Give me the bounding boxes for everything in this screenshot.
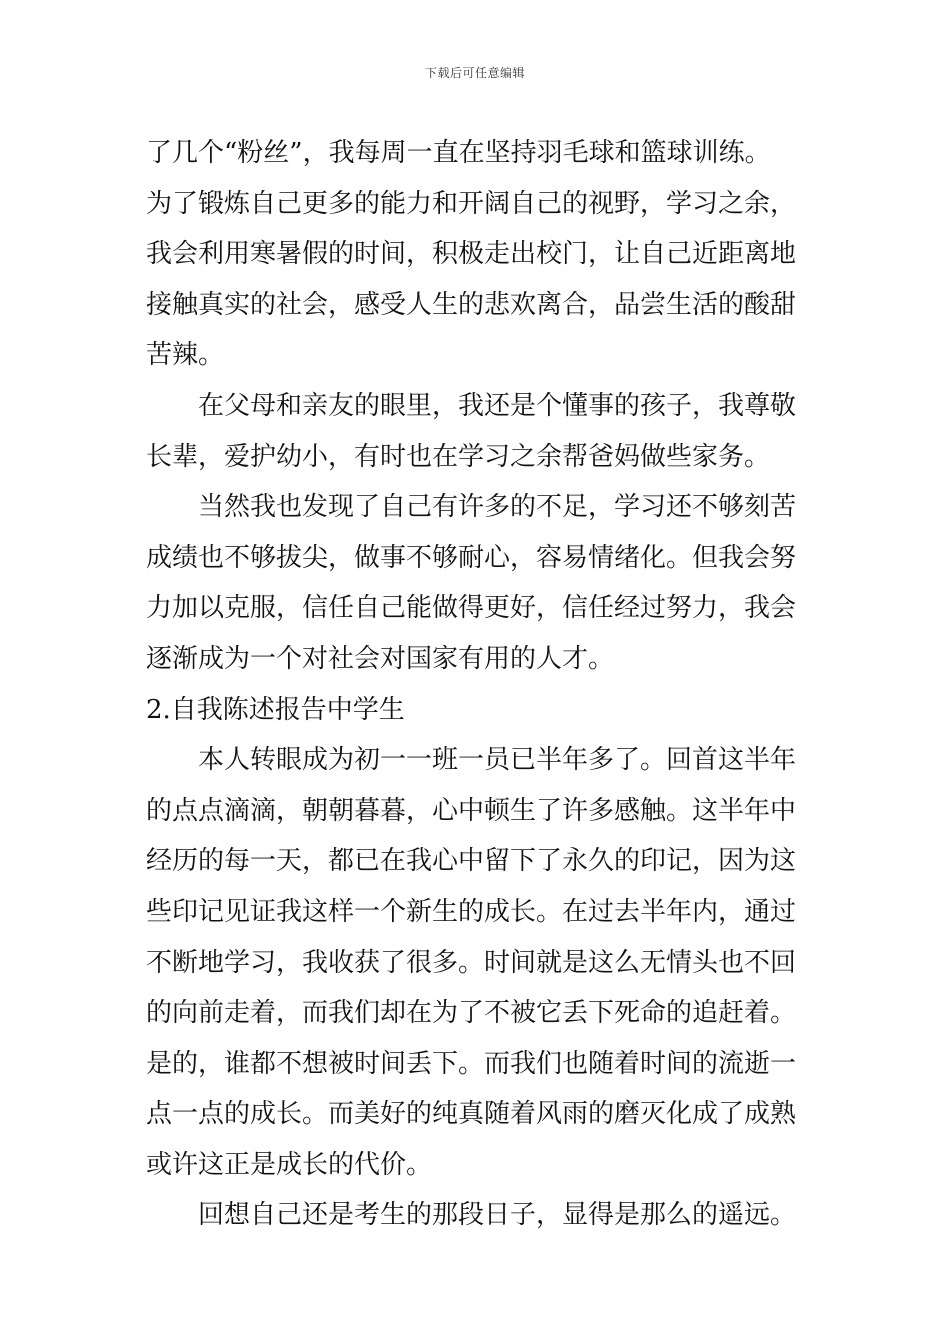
text-line: 经历的每一天，都已在我心中留下了永久的印记，因为这	[146, 846, 797, 877]
text-line: 苦辣。	[146, 340, 225, 371]
text-line: 长辈，爱护幼小，有时也在学习之余帮爸妈做些家务。	[146, 441, 771, 472]
text-line: 不断地学习，我收获了很多。时间就是这么无情头也不回	[146, 947, 797, 978]
page-header: 下载后可任意编辑	[424, 66, 525, 80]
text-line: 逐渐成为一个对社会对国家有用的人才。	[146, 643, 615, 674]
text-line: 为了锻炼自己更多的能力和开阔自己的视野，学习之余，	[146, 188, 797, 219]
paragraph-start-line: 本人转眼成为初一一班一员已半年多了。回首这半年	[198, 745, 797, 776]
paragraph-start-line: 当然我也发现了自己有许多的不足，学习还不够刻苦	[198, 492, 797, 523]
text-line: 点一点的成长。而美好的纯真随着风雨的磨灭化成了成熟	[146, 1099, 797, 1130]
text-line: 成绩也不够拔尖，做事不够耐心，容易情绪化。但我会努	[146, 542, 797, 573]
text-line: 的点点滴滴，朝朝暮暮，心中顿生了许多感触。这半年中	[146, 795, 797, 826]
text-line: 我会利用寒暑假的时间，积极走出校门，让自己近距离地	[146, 239, 797, 270]
text-line: 了几个“粉丝”，我每周一直在坚持羽毛球和篮球训练。	[146, 138, 771, 168]
text-line: 的向前走着，而我们却在为了不被它丢下死命的追赶着。	[146, 998, 797, 1029]
paragraph-start-line: 回想自己还是考生的那段日子，显得是那么的遥远。	[198, 1200, 797, 1231]
document-body	[146, 128, 810, 1241]
text-line: 力加以克服，信任自己能做得更好，信任经过努力，我会	[146, 593, 797, 624]
section-heading: 2.自我陈述报告中学生	[146, 694, 405, 725]
text-line: 是的，谁都不想被时间丢下。而我们也随着时间的流逝一	[146, 1048, 797, 1079]
paragraph-start-line: 在父母和亲友的眼里，我还是个懂事的孩子，我尊敬	[198, 390, 797, 421]
text-line: 或许这正是成长的代价。	[146, 1149, 433, 1180]
text-line: 接触真实的社会，感受人生的悲欢离合，品尝生活的酸甜	[146, 289, 797, 320]
text-line: 些印记见证我这样一个新生的成长。在过去半年内，通过	[146, 896, 797, 927]
